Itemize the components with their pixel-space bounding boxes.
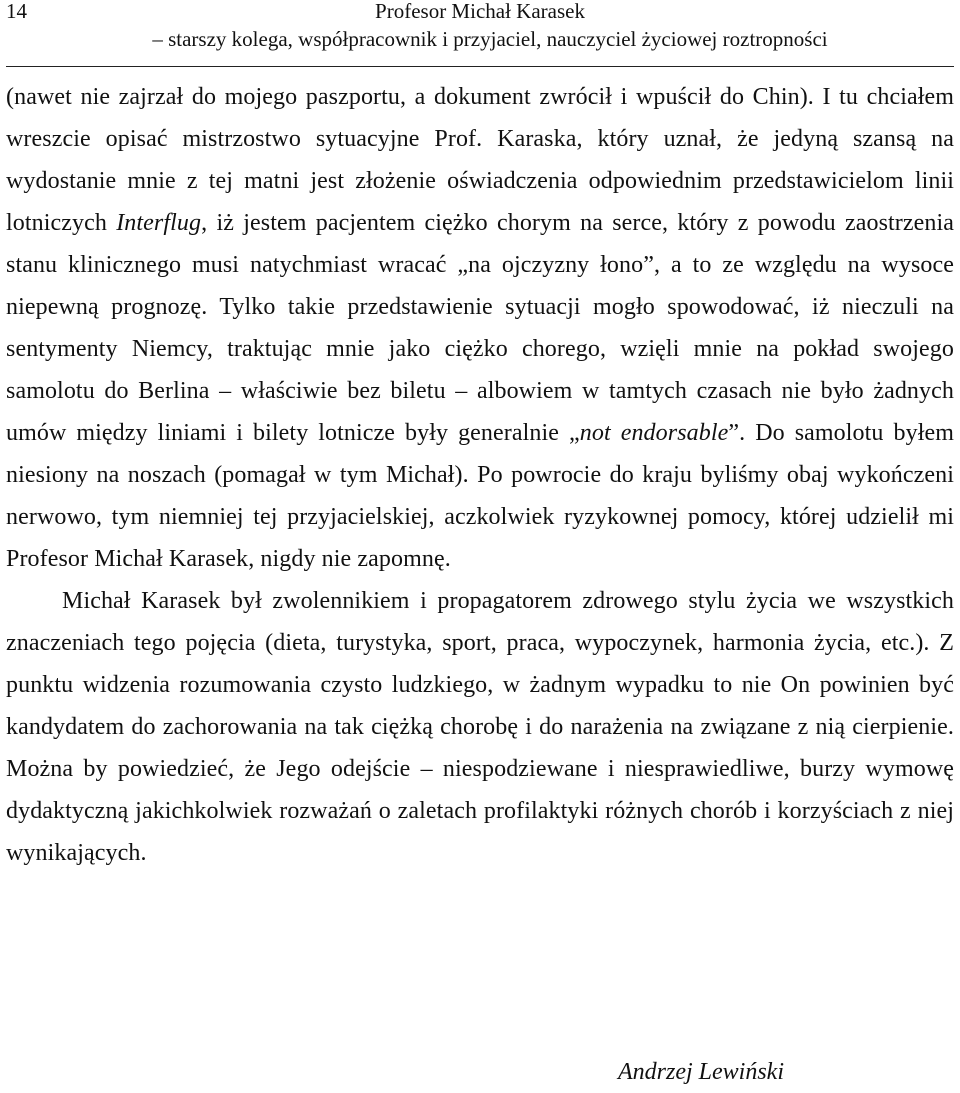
paragraph-1-part-3: ”. Do samolotu byłem niesiony na noszach (pomagał w tym Michał). Po powrocie do kraju byliśmy obaj wykończeni nerwowo, tym niemniej tej przyjacielskiej, aczkolwiek ryzykownej pomocy, której udzielił mi Profesor Michał Karasek, nigdy nie zapomnę. xyxy=(6,420,954,572)
paragraph-1-part-1: (nawet nie zajrzał do mojego paszportu, a dokument zwrócił i wpuścił do Chin). I tu chciałem wreszcie opisać mistrzostwo sytuacyjne Prof. Karaska, który uznał, że jedyną szansą na wydostanie mnie z tej matni jest złożenie oświadczenia odpowiednim przedstawicielom linii lotniczych xyxy=(6,84,954,236)
running-head-title: Profesor Michał Karasek xyxy=(375,0,585,23)
running-head-subtitle: – starszy kolega, współpracownik i przyjaciel, nauczyciel życiowej roztropności xyxy=(152,27,828,51)
paragraph-1 xyxy=(6,76,954,580)
paragraph-1-part-2: , iż jestem pacjentem ciężko chorym na serce, który z powodu zaostrzenia stanu klinicznego musi natychmiast wracać „na ojczyzny łono”, a to ze względu na wysoce niepewną prognozę. Tylko takie przedstawienie sytuacji mogło spowodować, iż nieczuli na sentymenty Niemcy, traktując mnie jako ciężko chorego, wzięli mnie na pokład swojego samolotu do Berlina – właściwie bez biletu – albowiem w tamtych czasach nie było żadnych umów między liniami i bilety lotnicze były generalnie „ xyxy=(6,210,954,446)
page-number: 14 xyxy=(6,0,27,23)
paragraph-2: Michał Karasek był zwolennikiem i propagatorem zdrowego stylu życia we wszystkich znaczeniach tego pojęcia (dieta, turystyka, sport, praca, wypoczynek, harmonia życia, etc.). Z punktu widzenia rozumowania czysto ludzkiego, w żadnym wypadku to nie On powinien być kandydatem do zachorowania na tak ciężką chorobę i do narażenia na związane z nią cierpienie. Można by powiedzieć, że Jego odejście – niespodziewane i niesprawiedliwe, burzy wymowę dydaktyczną jakichkolwiek rozważań o zaletach profilaktyki różnych chorób i korzyściach z niej wynikających. xyxy=(6,588,954,866)
body-text xyxy=(6,76,954,874)
header-divider xyxy=(6,66,954,67)
author-signature: Andrzej Lewiński xyxy=(618,1059,784,1085)
paragraph-1-italic-not-endorsable: not endorsable xyxy=(579,420,729,446)
paragraph-1-italic-interflug: Interflug xyxy=(116,210,202,236)
